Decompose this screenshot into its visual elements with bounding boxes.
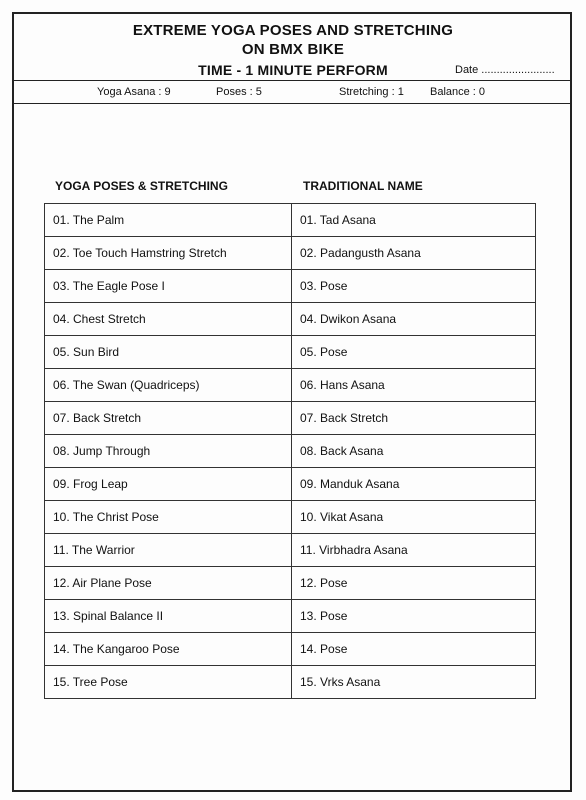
traditional-name-cell: 14. Pose: [292, 633, 536, 666]
date-field: Date ........................: [455, 64, 555, 76]
pose-name-cell: 13. Spinal Balance II: [45, 600, 292, 633]
pose-name-cell: 10. The Christ Pose: [45, 501, 292, 534]
table-row: [45, 501, 536, 534]
table-row: [45, 600, 536, 633]
header-divider-top: [12, 80, 572, 81]
traditional-name-cell: 08. Back Asana: [292, 435, 536, 468]
pose-name-cell: 15. Tree Pose: [45, 666, 292, 699]
balance-count: Balance : 0: [430, 86, 486, 98]
table-row: [45, 402, 536, 435]
table-row: [45, 567, 536, 600]
traditional-name-cell: 05. Pose: [292, 336, 536, 369]
table-row: [45, 237, 536, 270]
table-row: [45, 303, 536, 336]
stretching-count: Stretching : 1: [339, 86, 404, 98]
traditional-name-cell: 01. Tad Asana: [292, 204, 536, 237]
poses-table: [44, 203, 536, 699]
pose-name-cell: 11. The Warrior: [45, 534, 292, 567]
pose-name-cell: 06. The Swan (Quadriceps): [45, 369, 292, 402]
pose-name-cell: 09. Frog Leap: [45, 468, 292, 501]
table-row: [45, 633, 536, 666]
pose-name-cell: 02. Toe Touch Hamstring Stretch: [45, 237, 292, 270]
table-row: [45, 534, 536, 567]
table-row: [45, 336, 536, 369]
pose-name-cell: 03. The Eagle Pose I: [45, 270, 292, 303]
traditional-name-cell: 06. Hans Asana: [292, 369, 536, 402]
table-row: [45, 369, 536, 402]
traditional-name-cell: 04. Dwikon Asana: [292, 303, 536, 336]
poses-count: Poses : 5: [216, 86, 262, 98]
column-header-poses: YOGA POSES & STRETCHING: [55, 179, 228, 193]
table-row: [45, 204, 536, 237]
page-title-line1: EXTREME YOGA POSES AND STRETCHING: [132, 22, 454, 39]
pose-name-cell: 05. Sun Bird: [45, 336, 292, 369]
table-row: [45, 468, 536, 501]
yoga-asana-count: Yoga Asana : 9: [97, 86, 171, 98]
table-row: [45, 270, 536, 303]
page-title-line2: ON BMX BIKE: [241, 41, 345, 58]
traditional-name-cell: 13. Pose: [292, 600, 536, 633]
pose-name-cell: 08. Jump Through: [45, 435, 292, 468]
traditional-name-cell: 11. Virbhadra Asana: [292, 534, 536, 567]
table-row: [45, 666, 536, 699]
pose-name-cell: 01. The Palm: [45, 204, 292, 237]
traditional-name-cell: 10. Vikat Asana: [292, 501, 536, 534]
traditional-name-cell: 12. Pose: [292, 567, 536, 600]
traditional-name-cell: 15. Vrks Asana: [292, 666, 536, 699]
table-row: [45, 435, 536, 468]
traditional-name-cell: 07. Back Stretch: [292, 402, 536, 435]
traditional-name-cell: 03. Pose: [292, 270, 536, 303]
page-subtitle: TIME - 1 MINUTE PERFORM: [198, 62, 388, 78]
pose-name-cell: 04. Chest Stretch: [45, 303, 292, 336]
column-header-traditional: TRADITIONAL NAME: [303, 179, 423, 193]
pose-name-cell: 12. Air Plane Pose: [45, 567, 292, 600]
traditional-name-cell: 09. Manduk Asana: [292, 468, 536, 501]
header-divider-bottom: [12, 103, 572, 104]
traditional-name-cell: 02. Padangusth Asana: [292, 237, 536, 270]
pose-name-cell: 14. The Kangaroo Pose: [45, 633, 292, 666]
pose-name-cell: 07. Back Stretch: [45, 402, 292, 435]
